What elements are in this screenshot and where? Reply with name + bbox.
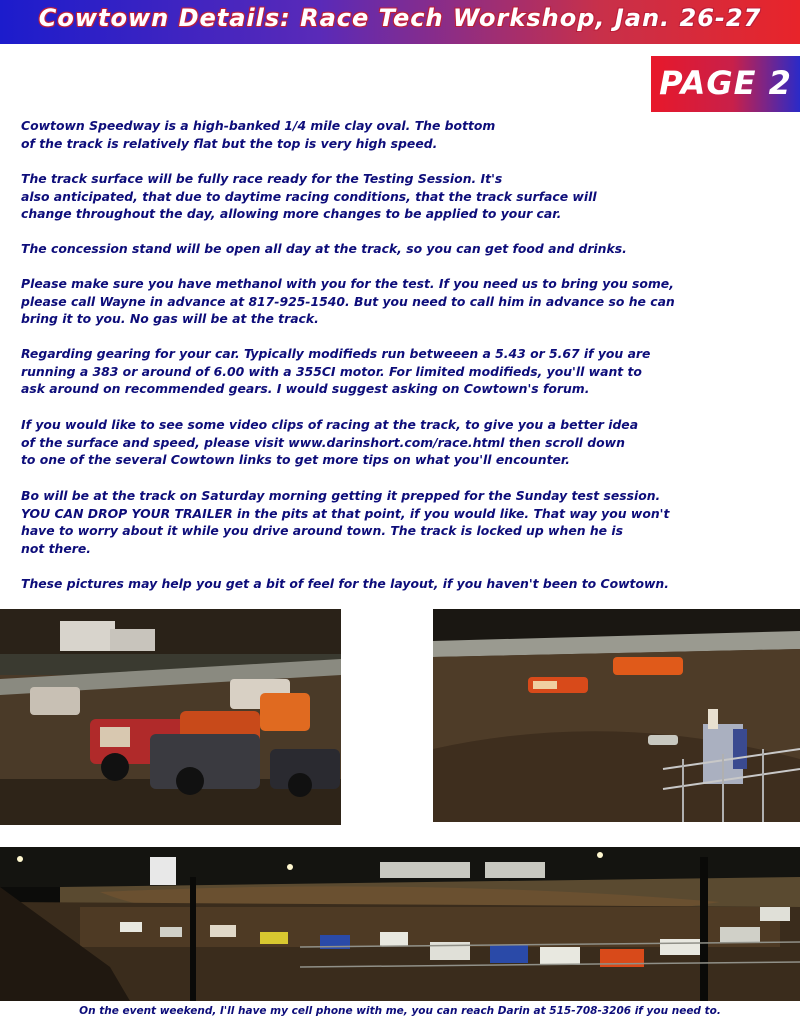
paragraph-track-surface: The track surface will be fully race ready for the Testing Session. It's also anticipated, that due to daytime racing conditions, that the track surface will change throughout the day, allowing more changes to be applied to your car.	[21, 171, 597, 221]
paragraph-methanol: Please make sure you have methanol with you for the test. If you need us to bring you some, please call Wayne in advance at 817-925-1540. But you need to call him in advance so he can bring it to you. No gas will be at the track.	[21, 276, 675, 326]
race-photo-panorama	[0, 847, 800, 1001]
header-bar	[0, 0, 800, 44]
paragraph-pictures-intro: These pictures may help you get a bit of feel for the layout, if you haven't been to Cowtown.	[21, 576, 669, 591]
paragraph-gearing: Regarding gearing for your car. Typically modifieds run betweeen a 5.43 or 5.67 if you are running a 383 or around of 6.00 with a 355CI motor. For limited modifieds, you'll want to ask around on recommended gears. I would suggest asking on Cowtown's forum.	[21, 346, 651, 396]
race-photo-cars-pack	[0, 609, 341, 825]
page-number-badge	[651, 56, 800, 112]
race-photo-flagstand	[433, 609, 800, 822]
paragraph-video-clips: If you would like to see some video clips of racing at the track, to give you a better idea of the surface and speed, please visit www.darinshort.com/race.html then scroll down to one of the several Cowtown links to get more tips on what you'll encounter.	[21, 417, 639, 467]
page-title: Cowtown Details: Race Tech Workshop, Jan. 26-27	[38, 4, 762, 32]
paragraph-track-description: Cowtown Speedway is a high-banked 1/4 mile clay oval. The bottom of the track is relatively flat but the top is very high speed.	[21, 118, 496, 151]
page-number-label: PAGE 2	[659, 64, 792, 102]
footer-contact-note: On the event weekend, I'll have my cell phone with me, you can reach Darin at 515-708-3206 if you need to.	[79, 1005, 721, 1017]
paragraph-trailer: Bo will be at the track on Saturday morning getting it prepped for the Sunday test session. YOU CAN DROP YOUR TRAILER in the pits at that point, if you would like. That way you won't have to worry about it while you drive around town. The track is locked up when he is not there.	[21, 488, 670, 556]
paragraph-concession: The concession stand will be open all day at the track, so you can get food and drinks.	[21, 241, 627, 256]
